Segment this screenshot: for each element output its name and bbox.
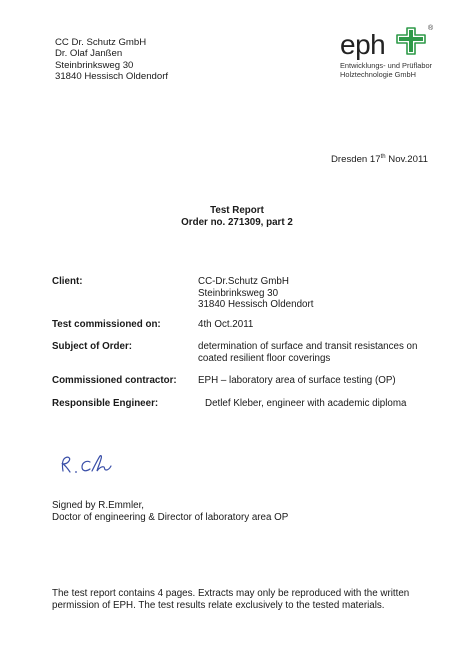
commissioned-value: 4th Oct.2011 bbox=[198, 319, 254, 330]
contractor-label: Commissioned contractor: bbox=[52, 375, 177, 386]
sender-person: Dr. Olaf Janßen bbox=[55, 48, 123, 60]
sender-city: 31840 Hessisch Oldendorf bbox=[55, 71, 169, 83]
client-value: CC-Dr.Schutz GmbH Steinbrinksweg 30 31840 Hessisch Oldendort bbox=[198, 276, 314, 311]
engineer-label: Responsible Engineer: bbox=[52, 398, 159, 409]
sender-company: CC Dr. Schutz GmbH bbox=[55, 37, 147, 48]
engineer-value: Detlef Kleber, engineer with academic diploma bbox=[205, 398, 407, 409]
report-title: Test Report bbox=[210, 205, 264, 216]
subject-label: Subject of Order: bbox=[52, 341, 133, 352]
sender-street: Steinbrinksweg 30 bbox=[55, 59, 134, 71]
signed-by bbox=[52, 500, 288, 524]
footer-note: The test report contains 4 pages. Extracts may only be reproduced with the written permission of EPH. The test results relate exclusively to the tested materials. bbox=[52, 588, 410, 611]
registered-mark: ® bbox=[428, 25, 434, 32]
logo-subtitle: Entwicklungs- und Prüflabor Holztechnologie GmbH bbox=[340, 61, 433, 79]
contractor-value: EPH – laboratory area of surface testing (OP) bbox=[198, 375, 396, 386]
signed-by-line1: Signed by R.Emmler, bbox=[52, 500, 145, 511]
puzzle-cross-icon bbox=[396, 27, 426, 55]
signed-by-line2: Doctor of engineering & Director of laboratory area OP bbox=[52, 511, 289, 523]
client-label: Client: bbox=[52, 276, 83, 287]
commissioned-label: Test commissioned on: bbox=[52, 319, 161, 330]
sender-address bbox=[55, 37, 168, 83]
handwritten-signature bbox=[57, 452, 137, 478]
order-number: Order no. 271309, part 2 bbox=[181, 217, 293, 228]
report-date: Dresden 17th Nov.2011 bbox=[331, 154, 428, 166]
subject-value: determination of surface and transit resistances on coated resilient floor coverings bbox=[198, 341, 418, 364]
logo-wordmark: eph bbox=[340, 29, 386, 60]
eph-logo bbox=[340, 25, 440, 81]
